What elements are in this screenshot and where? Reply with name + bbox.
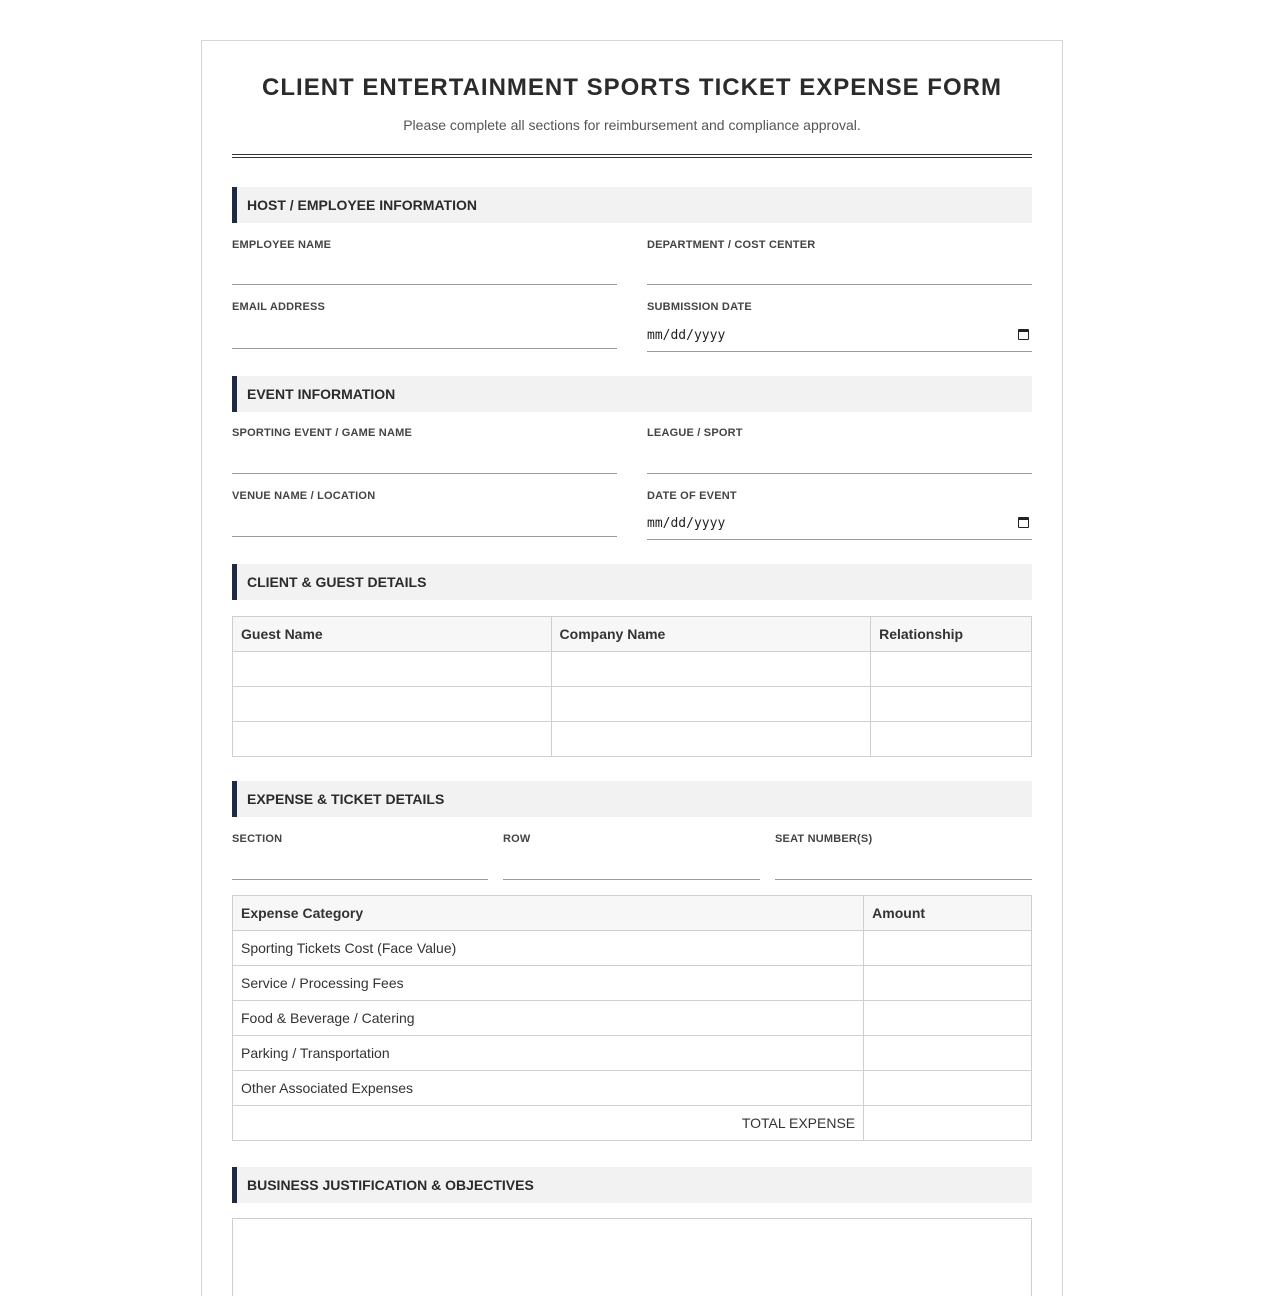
section-field[interactable] xyxy=(232,833,488,880)
total-expense-cell[interactable] xyxy=(864,1106,1032,1141)
game-name-input[interactable] xyxy=(232,473,617,474)
league-label: LEAGUE / SPORT xyxy=(647,427,743,439)
amount-header: Amount xyxy=(864,896,1032,931)
form-title: CLIENT ENTERTAINMENT SPORTS TICKET EXPENSE FORM xyxy=(262,74,1002,101)
email-field[interactable] xyxy=(232,301,617,349)
expense-category-cell: Food & Beverage / Catering xyxy=(233,1001,864,1036)
submission-date-underline xyxy=(647,351,1032,352)
expense-category-header: Expense Category xyxy=(233,896,864,931)
seats-field[interactable] xyxy=(775,833,1032,880)
table-row xyxy=(233,966,1032,1001)
justification-textarea[interactable] xyxy=(232,1218,1032,1296)
game-name-field[interactable] xyxy=(232,427,617,474)
expense-category-cell: Parking / Transportation xyxy=(233,1036,864,1071)
game-name-label: SPORTING EVENT / GAME NAME xyxy=(232,427,412,439)
guest-name-cell[interactable] xyxy=(233,687,552,722)
title-divider-top xyxy=(232,154,1032,155)
company-name-cell[interactable] xyxy=(551,652,871,687)
table-row xyxy=(233,722,1032,757)
total-expense-label: TOTAL EXPENSE xyxy=(233,1106,864,1141)
calendar-icon[interactable] xyxy=(1018,329,1029,340)
seats-label: SEAT NUMBER(S) xyxy=(775,833,873,845)
expense-table xyxy=(232,895,1032,1141)
table-row xyxy=(233,1001,1032,1036)
table-row xyxy=(233,652,1032,687)
amount-cell[interactable] xyxy=(864,1001,1032,1036)
guest-name-header: Guest Name xyxy=(233,617,552,652)
submission-date-label: SUBMISSION DATE xyxy=(647,301,752,313)
company-name-cell[interactable] xyxy=(551,722,871,757)
department-label: DEPARTMENT / COST CENTER xyxy=(647,239,816,251)
total-row xyxy=(233,1106,1032,1141)
event-date-underline xyxy=(647,539,1032,540)
venue-field[interactable] xyxy=(232,490,617,537)
relationship-cell[interactable] xyxy=(871,687,1032,722)
event-date-input[interactable]: mm/dd/yyyy xyxy=(647,516,726,531)
row-label: ROW xyxy=(503,833,531,845)
event-date-field[interactable] xyxy=(647,490,1032,540)
submission-date-field[interactable] xyxy=(647,301,1032,352)
section-input[interactable] xyxy=(232,879,488,880)
seats-input[interactable] xyxy=(775,879,1032,880)
amount-cell[interactable] xyxy=(864,1036,1032,1071)
section-justification-heading: BUSINESS JUSTIFICATION & OBJECTIVES xyxy=(232,1167,1032,1203)
expense-category-cell: Other Associated Expenses xyxy=(233,1071,864,1106)
guest-name-cell[interactable] xyxy=(233,722,552,757)
guest-table xyxy=(232,616,1032,757)
department-field[interactable] xyxy=(647,239,1032,285)
table-row xyxy=(233,1036,1032,1071)
company-name-header: Company Name xyxy=(551,617,871,652)
venue-input[interactable] xyxy=(232,536,617,537)
calendar-icon[interactable] xyxy=(1018,517,1029,528)
table-row xyxy=(233,687,1032,722)
section-expense-heading: EXPENSE & TICKET DETAILS xyxy=(232,781,1032,817)
league-field[interactable] xyxy=(647,427,1032,474)
email-label: EMAIL ADDRESS xyxy=(232,301,326,313)
company-name-cell[interactable] xyxy=(551,687,871,722)
section-label: SECTION xyxy=(232,833,283,845)
form-subtitle: Please complete all sections for reimbursement and compliance approval. xyxy=(403,117,861,133)
expense-category-cell: Service / Processing Fees xyxy=(233,966,864,1001)
league-input[interactable] xyxy=(647,473,1032,474)
guest-table-header xyxy=(233,617,1032,652)
form-sheet xyxy=(201,40,1063,1296)
venue-label: VENUE NAME / LOCATION xyxy=(232,490,376,502)
expense-category-cell: Sporting Tickets Cost (Face Value) xyxy=(233,931,864,966)
employee-name-field[interactable] xyxy=(232,239,617,285)
email-input[interactable] xyxy=(232,348,617,349)
amount-cell[interactable] xyxy=(864,966,1032,1001)
row-field[interactable] xyxy=(503,833,760,880)
expense-table-header xyxy=(233,896,1032,931)
section-event-heading: EVENT INFORMATION xyxy=(232,376,1032,412)
section-host-heading: HOST / EMPLOYEE INFORMATION xyxy=(232,187,1032,223)
guest-name-cell[interactable] xyxy=(233,652,552,687)
employee-name-label: EMPLOYEE NAME xyxy=(232,239,332,251)
event-date-label: DATE OF EVENT xyxy=(647,490,737,502)
department-input[interactable] xyxy=(647,284,1032,285)
relationship-header: Relationship xyxy=(871,617,1032,652)
employee-name-input[interactable] xyxy=(232,284,617,285)
relationship-cell[interactable] xyxy=(871,652,1032,687)
relationship-cell[interactable] xyxy=(871,722,1032,757)
table-row xyxy=(233,931,1032,966)
amount-cell[interactable] xyxy=(864,931,1032,966)
table-row xyxy=(233,1071,1032,1106)
amount-cell[interactable] xyxy=(864,1071,1032,1106)
title-divider-bottom xyxy=(232,157,1032,158)
section-guests-heading: CLIENT & GUEST DETAILS xyxy=(232,564,1032,600)
submission-date-input[interactable]: mm/dd/yyyy xyxy=(647,328,726,343)
row-input[interactable] xyxy=(503,879,760,880)
